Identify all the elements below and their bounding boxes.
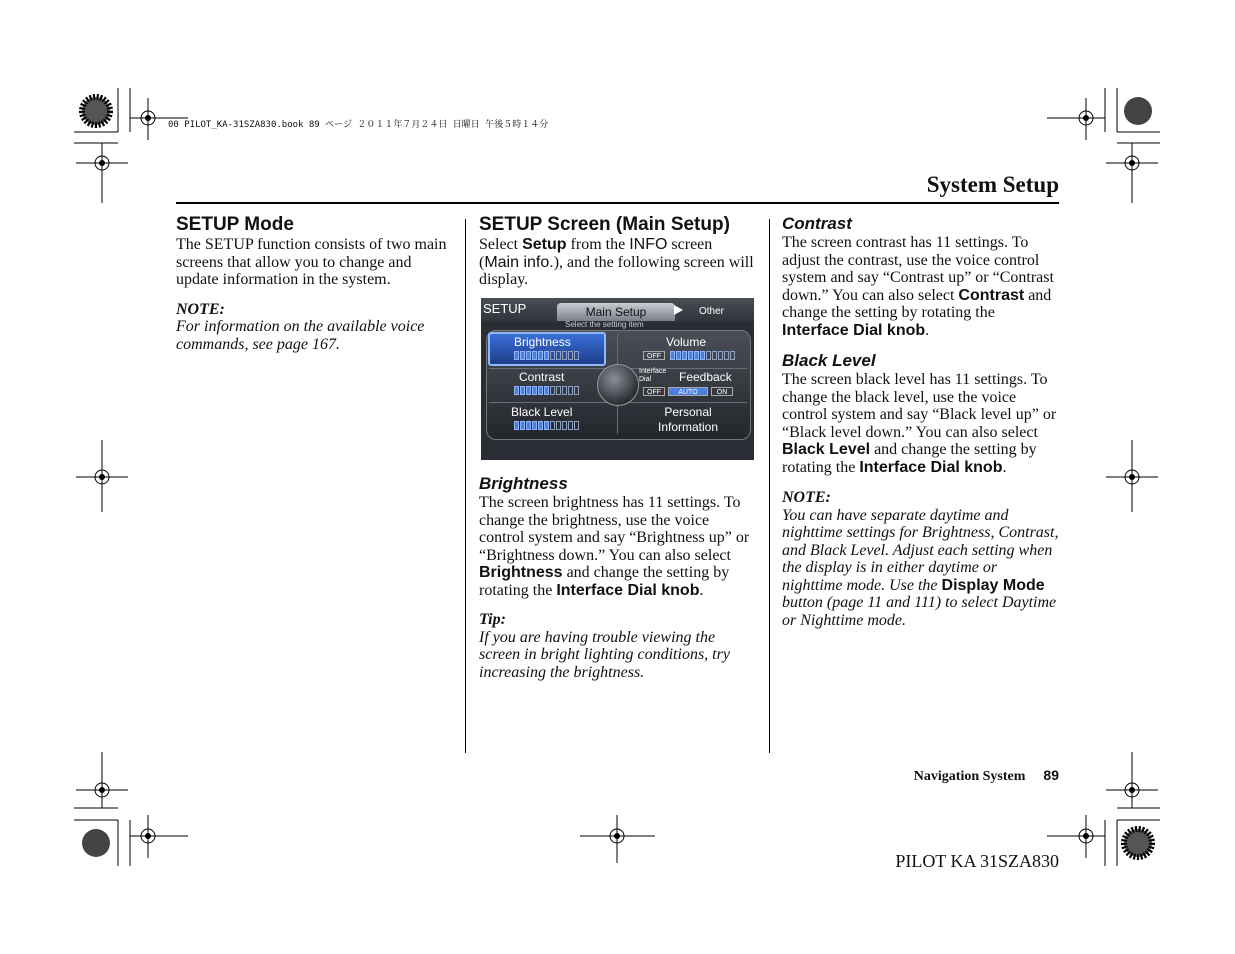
level-segment [514,351,519,360]
level-segment [526,386,531,395]
level-segment [532,386,537,395]
tip-text: If you are having trouble viewing the screen in bright lighting conditions, try increasing the brightness. [479,628,730,681]
level-segment [556,386,561,395]
feedback-auto: AUTO [668,387,708,396]
column-contrast-black [782,214,1060,629]
level-segment [538,386,543,395]
setup-screen-image [481,298,754,460]
setup-screen-heading: SETUP Screen (Main Setup) [479,214,730,235]
level-segment [706,351,711,360]
level-segment [730,351,735,360]
black-level-heading: Black Level [782,351,876,370]
level-segment [574,351,579,360]
level-segment [544,386,549,395]
contrast-heading: Contrast [782,214,852,233]
kw-setup: Setup [522,236,567,253]
screen-personal-info-label: Personal Information [657,405,719,434]
feedback-off: OFF [643,387,665,396]
brightness-bar [514,351,579,360]
level-segment [676,351,681,360]
contrast-body: The screen contrast has 11 settings. To adjust the contrast, use the voice control system and say “Contrast up” or “Contrast down.” You can also select Contrast and change the setting by rotating the Interface Dial knob. [782,234,1054,339]
level-segment [526,421,531,430]
level-segment [550,386,555,395]
title-rule [176,202,1059,204]
screen-volume-label: Volume [666,335,707,349]
column-setup-mode [176,214,451,353]
screen-contrast-label: Contrast [519,370,565,384]
black-level-body: The screen black level has 11 settings. To change the black level, use the voice control system and say “Black level up” or “Black level down.” You can also select Black Level and change the setting by rotating the Interface Dial knob. [782,371,1057,476]
level-segment [568,421,573,430]
tip-label: Tip: [479,611,506,628]
level-segment [538,421,543,430]
level-segment [562,351,567,360]
setup-mode-body: The SETUP function consists of two main screens that allow you to change and update information in the system. [176,236,447,288]
setup-mode-heading: SETUP Mode [176,214,294,235]
level-segment [556,421,561,430]
kw-black-level: Black Level [782,441,871,458]
screen-feedback-label: Feedback [679,370,732,384]
level-segment [562,386,567,395]
footer-nav [914,767,1059,785]
right-arrow-icon [674,305,683,315]
note-text: For information on the available voice commands, see page 167. [176,318,425,353]
kw-info: INFO [629,236,668,253]
level-segment [712,351,717,360]
footer-code: PILOT KA 31SZA830 [895,851,1059,871]
level-segment [520,421,525,430]
feedback-on: ON [711,387,733,396]
tab-other: Other [699,306,725,317]
column-divider-2 [769,219,770,753]
print-header-line: 00 PILOT_KA-31SZA830.book 89 ページ ２０１１年７月２４日 日曜日 午後５時１４分 [168,120,549,130]
brightness-body: The screen brightness has 11 settings. To change the brightness, use the voice control system and say “Brightness up” or “Brightness down.” You can also select Brightness and change the setting by rotating the Interface Dial knob. [479,494,750,599]
volume-bar [670,351,735,360]
level-segment [574,421,579,430]
column-setup-screen [479,214,755,289]
kw-interface-dial-3: Interface Dial knob [859,458,1003,476]
footer-nav-label: Navigation System [913,769,1026,784]
tab-setup: SETUP [483,301,527,316]
page-number: 89 [1043,767,1059,783]
level-segment [568,386,573,395]
level-segment [724,351,729,360]
level-segment [718,351,723,360]
level-segment [544,351,549,360]
level-segment [520,351,525,360]
level-segment [526,351,531,360]
kw-contrast: Contrast [958,286,1025,304]
level-segment [538,351,543,360]
column-divider-1 [465,219,466,753]
level-segment [532,421,537,430]
level-segment [520,386,525,395]
level-segment [532,351,537,360]
kw-display-mode: Display Mode [941,576,1045,594]
level-segment [568,351,573,360]
volume-off: OFF [643,351,665,360]
level-segment [556,351,561,360]
tab-main-setup: Main Setup [557,303,675,321]
level-segment [562,421,567,430]
setup-screen-intro: Select Setup from the INFO screen (Main info.), and the following screen will display. [479,236,754,288]
level-segment [688,351,693,360]
note-label: NOTE: [176,300,225,318]
screen-brightness-label: Brightness [514,335,571,349]
note-text-2: You can have separate daytime and nighttime settings for Brightness, Contrast, and Black Level. Adjust each setting when the display is in either daytime or nighttime mode. Use the Display Mode button (page 11 and 111) to select Daytime or Nighttime mode. [782,506,1059,629]
contrast-bar [514,386,579,395]
page-title: System Setup [926,172,1059,197]
column-brightness [479,474,755,681]
level-segment [550,351,555,360]
kw-main-info: Main info. [484,253,554,271]
level-segment [544,421,549,430]
level-segment [694,351,699,360]
screen-subtitle: Select the setting item [565,320,644,329]
screen-interface-dial-label: Interface Dial [639,368,667,383]
level-segment [670,351,675,360]
level-segment [574,386,579,395]
kw-interface-dial-2: Interface Dial knob [782,321,926,339]
dial-knob-icon [597,364,639,406]
black-level-bar [514,421,579,430]
level-segment [514,386,519,395]
kw-brightness: Brightness [479,564,563,581]
level-segment [682,351,687,360]
screen-black-level-label: Black Level [511,405,573,419]
note-label-2: NOTE: [782,489,831,506]
kw-interface-dial: Interface Dial knob [556,581,700,599]
level-segment [514,421,519,430]
brightness-heading: Brightness [479,474,568,493]
level-segment [550,421,555,430]
level-segment [700,351,705,360]
